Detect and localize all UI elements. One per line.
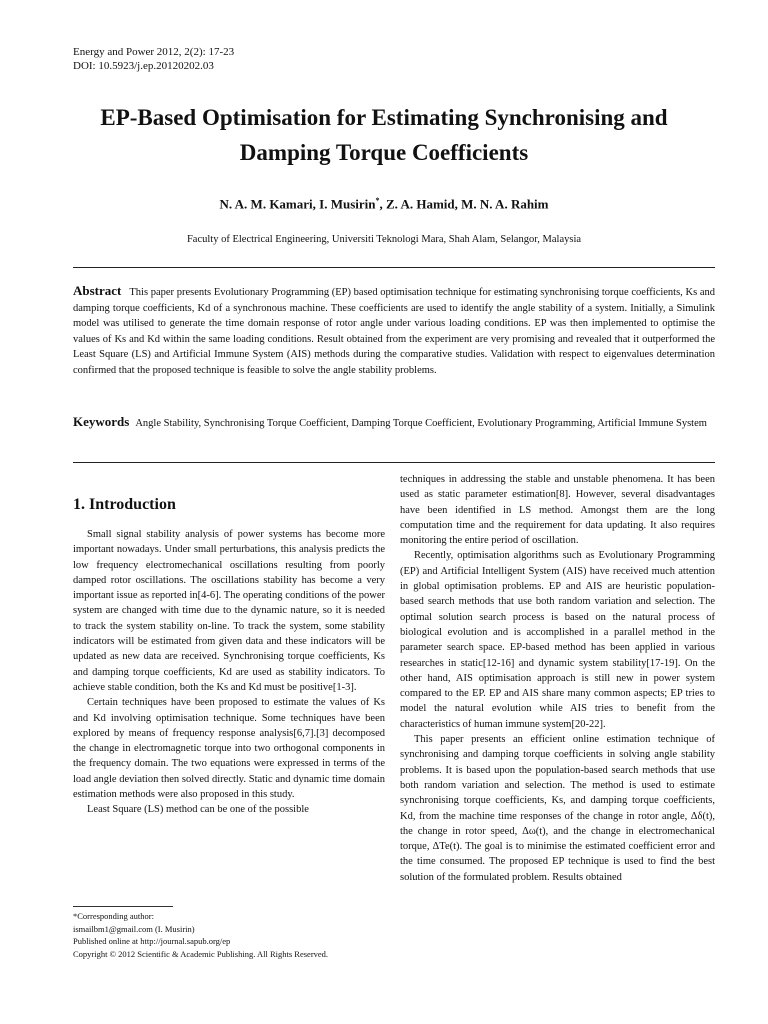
intro-paragraph-3: Least Square (LS) method can be one of the possible — [87, 804, 309, 816]
affiliation: Faculty of Electrical Engineering, Universiti Teknologi Mara, Shah Alam, Selangor, Malaysia — [186, 234, 582, 245]
footnote-corresponding: *Corresponding author: — [73, 911, 154, 921]
top-rule — [73, 267, 715, 268]
doi: DOI: 10.5923/j.ep.20120202.03 — [73, 60, 214, 72]
journal-header — [73, 45, 234, 73]
title-line-2: Damping Torque Coefficients — [239, 140, 529, 165]
footnote-rule — [73, 906, 173, 907]
footnote-email: ismailbm1@gmail.com (I. Musirin) — [73, 923, 195, 934]
left-column — [73, 527, 385, 818]
bottom-rule — [73, 462, 715, 463]
intro-paragraph-1: Small signal stability analysis of power systems has become more important nowadays. Under small perturbations, this analysis predicts the low frequency electromechanical oscillations resulting from poorly damped rotor oscillations. The oscillations stability has become a very important issue as reported in[4-6]. The operating conditions of the power system are changed with time due to the dynamic nature, so it is needed to track the system stability on-line. To track the system, some stability indicators will be estimated from given data and these indicators will be updated as new data are received. Synchronising torque coefficients, Ks and damping torque coefficients, Kd are used as stability indicators. To achieve stable condition, both the Ks and Kd must be positive[1-3]. — [73, 529, 385, 693]
title-line-1: EP-Based Optimisation for Estimating Synchronising and — [100, 105, 668, 130]
section-heading-introduction: 1. Introduction — [73, 496, 176, 513]
keywords-text: Angle Stability, Synchronising Torque Coefficient, Damping Torque Coefficient, Evolutionary Programming, Artificial Immune System — [135, 418, 707, 429]
footnote — [73, 910, 328, 960]
keywords-label: Keywords — [73, 414, 130, 429]
journal-citation: Energy and Power 2012, 2(2): 17-23 — [73, 46, 235, 58]
right-paragraph-3: This paper presents an efficient online estimation technique of synchronising and damping torque coefficients in solving angle stability problems. It is based upon the population-based search methods that use both random variation and selection. The method is used to estimate synchronising torque coefficients, Ks, and damping torque coefficients, Kd, from the machine time responses of the change in rotor angle, Δδ(t), the change in rotor speed, Δω(t), and the change in electromechanical torque, ΔTe(t). The goal is to minimise the estimated coefficient error and the time consumed. The proposed EP technique is used to find the best solution of the formulated problem. Results obtained — [400, 734, 715, 883]
corresponding-mark: * — [375, 196, 380, 205]
right-paragraph-2: Recently, optimisation algorithms such as Evolutionary Programming (EP) and Artificial Intelligent System (AIS) have received much attention in global optimisation problems. EP and AIS are heuristic population-based search methods that use both random variation and selection. The optimal solution search process is based on the natural process of biological evolution and is accomplished in a parallel method in the parameter search space. EP-based method has been applied in various researches in static[12-16] and dynamic system stability[17-19]. On the other hand, AIS optimisation approach is still new in power system compared to the EP. EP and AIS share many common aspects; EP tries to model the natural evolution while AIS tries to benefit from the characteristics of human immune system[20-22]. — [400, 550, 715, 730]
footnote-published: Published online at http://journal.sapub.org/ep — [73, 936, 231, 946]
author-list-2: , Z. A. Hamid, M. N. A. Rahim — [379, 196, 549, 212]
abstract-label: Abstract — [73, 283, 122, 298]
paper-title — [40, 100, 728, 170]
intro-paragraph-2: Certain techniques have been proposed to estimate the values of Ks and Kd involving optimisation technique. Some techniques have been explored by means of frequency response analysis[6,7].[3] decomposed the change in electromagnetic torque into two orthogonal components in the frequency domain. The two equations were expressed in terms of the load angle deviation then solved directly. Static and dynamic time domain estimation methods were also proposed in this study. — [73, 697, 385, 801]
keywords — [73, 414, 715, 432]
right-column — [400, 472, 715, 885]
author-list-1: N. A. M. Kamari, I. Musirin — [219, 196, 376, 212]
abstract-text: This paper presents Evolutionary Programming (EP) based optimisation technique for estimating synchronising torque coefficients, Ks and damping torque coefficients, Kd of a synchronous machine. These coefficients are used to identify the angle stability of a system. Initially, a Simulink model was utilised to generate the time domain response of rotor angle under various loading conditions. EP was then implemented to optimise the values of Ks and Kd within the same loading conditions. Result obtained from the experiment are very promising and revealed that it outperformed the Least Square (LS) and Artificial Immune System (AIS) methods during the comparative studies. Validation with respect to eigenvalues determination confirmed that the proposed technique is feasible to solve the angle stability problems. — [73, 287, 715, 376]
abstract — [73, 283, 715, 378]
authors — [0, 196, 768, 212]
right-paragraph-1: techniques in addressing the stable and unstable phenomena. It has been used as static parameter estimation[8]. However, several disadvantages have been identified in LS method. Amongst them are the long computation time and the requirement for data updating. It also requires monitoring the entire period of oscillation. — [400, 474, 715, 547]
footnote-copyright: Copyright © 2012 Scientific & Academic Publishing. All Rights Reserved. — [73, 948, 329, 959]
